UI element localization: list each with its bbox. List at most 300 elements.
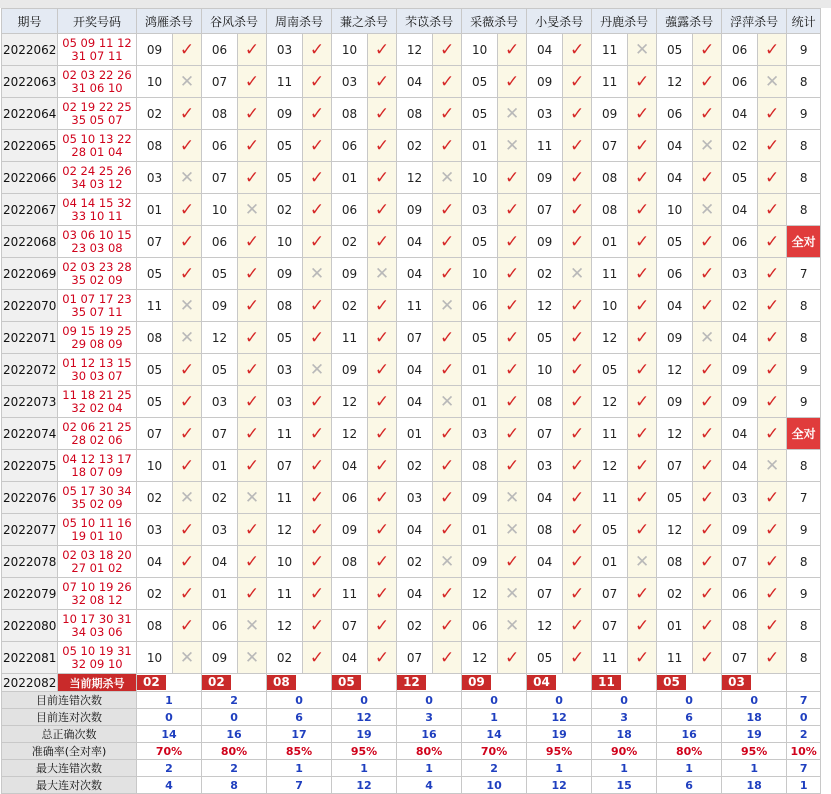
kill-number: 02 bbox=[137, 482, 173, 514]
hit-count: 9 bbox=[787, 386, 821, 418]
current-kill-cell bbox=[657, 674, 722, 692]
kill-number: 05 bbox=[462, 322, 498, 354]
kill-number: 11 bbox=[592, 418, 628, 450]
draw-line: 11 18 21 25 bbox=[62, 387, 132, 402]
check-icon: ✓ bbox=[173, 418, 202, 450]
kill-number: 07 bbox=[527, 578, 563, 610]
current-kill-number: 08 bbox=[267, 675, 296, 690]
kill-number: 03 bbox=[267, 386, 303, 418]
stats-value: 1 bbox=[137, 692, 202, 709]
draw-line: 35 05 07 bbox=[71, 112, 123, 127]
stats-value: 16 bbox=[202, 726, 267, 743]
issue-number: 2022068 bbox=[2, 226, 58, 258]
hit-count: 8 bbox=[787, 546, 821, 578]
stats-value: 0 bbox=[527, 692, 592, 709]
issue-number: 2022080 bbox=[2, 610, 58, 642]
kill-number: 07 bbox=[592, 610, 628, 642]
draw-numbers bbox=[58, 514, 137, 546]
stats-value: 0 bbox=[722, 692, 787, 709]
draw-line: 31 06 10 bbox=[71, 80, 123, 95]
kill-number: 08 bbox=[332, 546, 368, 578]
kill-number: 10 bbox=[592, 290, 628, 322]
check-icon: ✓ bbox=[303, 322, 332, 354]
kill-number: 10 bbox=[332, 34, 368, 66]
stats-value: 14 bbox=[137, 726, 202, 743]
stats-label: 目前连对次数 bbox=[2, 709, 137, 726]
stats-value: 95% bbox=[527, 743, 592, 760]
cross-icon: ✕ bbox=[173, 642, 202, 674]
current-kill-label: 当前期杀号 bbox=[58, 674, 137, 692]
column-header: 芣苡杀号 bbox=[397, 9, 462, 34]
check-icon: ✓ bbox=[238, 578, 267, 610]
current-kill-cell bbox=[137, 674, 202, 692]
check-icon: ✓ bbox=[758, 610, 787, 642]
draw-line: 35 07 11 bbox=[71, 304, 123, 319]
table-row bbox=[2, 34, 821, 66]
check-icon: ✓ bbox=[238, 98, 267, 130]
hit-count: 8 bbox=[787, 290, 821, 322]
stats-value: 19 bbox=[722, 726, 787, 743]
draw-line: 18 07 09 bbox=[71, 464, 123, 479]
check-icon: ✓ bbox=[303, 130, 332, 162]
stats-value: 1 bbox=[657, 760, 722, 777]
check-icon: ✓ bbox=[433, 610, 462, 642]
kill-number: 04 bbox=[722, 98, 758, 130]
kill-number: 05 bbox=[267, 130, 303, 162]
check-icon: ✓ bbox=[498, 322, 527, 354]
hit-count: 9 bbox=[787, 514, 821, 546]
check-icon: ✓ bbox=[173, 546, 202, 578]
check-icon: ✓ bbox=[758, 226, 787, 258]
kill-number: 09 bbox=[527, 226, 563, 258]
check-icon: ✓ bbox=[563, 642, 592, 674]
kill-number: 03 bbox=[527, 450, 563, 482]
kill-number: 10 bbox=[202, 194, 238, 226]
stats-value: 19 bbox=[332, 726, 397, 743]
check-icon: ✓ bbox=[693, 34, 722, 66]
check-icon: ✓ bbox=[173, 610, 202, 642]
check-icon: ✓ bbox=[628, 290, 657, 322]
kill-number: 10 bbox=[137, 642, 173, 674]
check-icon: ✓ bbox=[238, 354, 267, 386]
check-icon: ✓ bbox=[628, 130, 657, 162]
stats-value: 12 bbox=[527, 777, 592, 794]
check-icon: ✓ bbox=[498, 290, 527, 322]
draw-line: 02 06 21 25 bbox=[62, 419, 132, 434]
table-row bbox=[2, 162, 821, 194]
kill-number: 10 bbox=[267, 546, 303, 578]
stats-value: 85% bbox=[267, 743, 332, 760]
cross-icon: ✕ bbox=[368, 258, 397, 290]
kill-number: 09 bbox=[462, 482, 498, 514]
table-row bbox=[2, 386, 821, 418]
current-kill-number: 11 bbox=[592, 675, 621, 690]
check-icon: ✓ bbox=[173, 98, 202, 130]
kill-number: 05 bbox=[267, 322, 303, 354]
check-icon: ✓ bbox=[433, 514, 462, 546]
kill-number: 10 bbox=[462, 258, 498, 290]
draw-numbers bbox=[58, 162, 137, 194]
kill-number: 11 bbox=[267, 418, 303, 450]
check-icon: ✓ bbox=[758, 482, 787, 514]
kill-number: 07 bbox=[137, 418, 173, 450]
kill-number: 05 bbox=[462, 226, 498, 258]
issue-number: 2022064 bbox=[2, 98, 58, 130]
check-icon: ✓ bbox=[433, 66, 462, 98]
kill-number: 08 bbox=[527, 386, 563, 418]
kill-number: 08 bbox=[527, 514, 563, 546]
current-kill-cell bbox=[397, 674, 462, 692]
stats-value: 0 bbox=[592, 692, 657, 709]
kill-number: 09 bbox=[592, 98, 628, 130]
kill-number: 03 bbox=[462, 194, 498, 226]
cross-icon: ✕ bbox=[628, 34, 657, 66]
check-icon: ✓ bbox=[498, 34, 527, 66]
check-icon: ✓ bbox=[498, 418, 527, 450]
top-strip bbox=[0, 0, 831, 8]
table-row bbox=[2, 130, 821, 162]
check-icon: ✓ bbox=[173, 258, 202, 290]
check-icon: ✓ bbox=[368, 322, 397, 354]
draw-line: 34 03 06 bbox=[71, 624, 123, 639]
check-icon: ✓ bbox=[303, 450, 332, 482]
check-icon: ✓ bbox=[563, 418, 592, 450]
cross-icon: ✕ bbox=[758, 66, 787, 98]
table-row bbox=[2, 418, 821, 450]
kill-number: 04 bbox=[722, 418, 758, 450]
kill-number: 12 bbox=[397, 34, 433, 66]
hit-count: 7 bbox=[787, 258, 821, 290]
cross-icon: ✕ bbox=[433, 162, 462, 194]
kill-number: 03 bbox=[137, 514, 173, 546]
kill-number: 07 bbox=[202, 162, 238, 194]
check-icon: ✓ bbox=[693, 610, 722, 642]
draw-numbers bbox=[58, 482, 137, 514]
check-icon: ✓ bbox=[238, 386, 267, 418]
check-icon: ✓ bbox=[173, 226, 202, 258]
draw-numbers bbox=[58, 610, 137, 642]
stats-value: 0 bbox=[787, 709, 821, 726]
check-icon: ✓ bbox=[563, 514, 592, 546]
draw-line: 31 07 11 bbox=[71, 48, 123, 63]
column-header: 谷风杀号 bbox=[202, 9, 267, 34]
kill-number: 04 bbox=[722, 322, 758, 354]
kill-number: 09 bbox=[202, 290, 238, 322]
check-icon: ✓ bbox=[693, 258, 722, 290]
cross-icon: ✕ bbox=[563, 258, 592, 290]
cross-icon: ✕ bbox=[433, 290, 462, 322]
draw-numbers bbox=[58, 226, 137, 258]
check-icon: ✓ bbox=[758, 354, 787, 386]
check-icon: ✓ bbox=[173, 354, 202, 386]
current-kill-number: 04 bbox=[527, 675, 556, 690]
check-icon: ✓ bbox=[628, 354, 657, 386]
kill-number: 05 bbox=[657, 482, 693, 514]
kill-number: 09 bbox=[722, 386, 758, 418]
cross-icon: ✕ bbox=[303, 258, 332, 290]
stats-row bbox=[2, 709, 821, 726]
kill-number: 11 bbox=[592, 258, 628, 290]
check-icon: ✓ bbox=[758, 546, 787, 578]
stats-label: 最大连错次数 bbox=[2, 760, 137, 777]
kill-number: 01 bbox=[137, 194, 173, 226]
stats-value: 10 bbox=[462, 777, 527, 794]
kill-number: 06 bbox=[722, 34, 758, 66]
check-icon: ✓ bbox=[238, 258, 267, 290]
check-icon: ✓ bbox=[758, 162, 787, 194]
current-issue-number: 2022082 bbox=[3, 675, 57, 690]
kill-number: 02 bbox=[397, 610, 433, 642]
kill-number: 05 bbox=[137, 386, 173, 418]
kill-number: 11 bbox=[592, 66, 628, 98]
table-row bbox=[2, 98, 821, 130]
draw-line: 32 08 12 bbox=[71, 592, 123, 607]
kill-number: 01 bbox=[592, 546, 628, 578]
kill-number: 12 bbox=[332, 386, 368, 418]
kill-number: 10 bbox=[267, 226, 303, 258]
kill-number: 03 bbox=[267, 34, 303, 66]
check-icon: ✓ bbox=[238, 66, 267, 98]
cross-icon: ✕ bbox=[433, 546, 462, 578]
check-icon: ✓ bbox=[563, 66, 592, 98]
issue-number: 2022081 bbox=[2, 642, 58, 674]
kill-number: 11 bbox=[332, 322, 368, 354]
table-row bbox=[2, 322, 821, 354]
kill-number: 09 bbox=[527, 66, 563, 98]
kill-number: 12 bbox=[657, 66, 693, 98]
table-row bbox=[2, 194, 821, 226]
kill-number: 07 bbox=[397, 322, 433, 354]
kill-number: 04 bbox=[657, 290, 693, 322]
check-icon: ✓ bbox=[758, 578, 787, 610]
kill-number: 07 bbox=[527, 194, 563, 226]
current-kill-number: 09 bbox=[462, 675, 491, 690]
check-icon: ✓ bbox=[368, 162, 397, 194]
table-row bbox=[2, 514, 821, 546]
kill-number: 08 bbox=[267, 290, 303, 322]
kill-number: 02 bbox=[332, 226, 368, 258]
draw-numbers bbox=[58, 546, 137, 578]
kill-number: 02 bbox=[267, 194, 303, 226]
current-kill-number: 12 bbox=[397, 675, 426, 690]
column-header: 丹鹿杀号 bbox=[592, 9, 657, 34]
check-icon: ✓ bbox=[238, 546, 267, 578]
draw-numbers bbox=[58, 130, 137, 162]
kill-number: 03 bbox=[462, 418, 498, 450]
check-icon: ✓ bbox=[433, 482, 462, 514]
kill-number: 04 bbox=[397, 66, 433, 98]
kill-number: 04 bbox=[527, 482, 563, 514]
kill-number: 02 bbox=[722, 290, 758, 322]
stats-value: 1 bbox=[592, 760, 657, 777]
table-row bbox=[2, 290, 821, 322]
current-kill-number: 03 bbox=[722, 675, 751, 690]
check-icon: ✓ bbox=[758, 514, 787, 546]
table-row bbox=[2, 610, 821, 642]
check-icon: ✓ bbox=[693, 354, 722, 386]
kill-number: 07 bbox=[657, 450, 693, 482]
check-icon: ✓ bbox=[563, 386, 592, 418]
kill-number: 09 bbox=[657, 386, 693, 418]
issue-number: 2022076 bbox=[2, 482, 58, 514]
kill-number: 09 bbox=[202, 642, 238, 674]
check-icon: ✓ bbox=[173, 514, 202, 546]
check-icon: ✓ bbox=[173, 130, 202, 162]
check-icon: ✓ bbox=[758, 98, 787, 130]
kill-number: 03 bbox=[722, 482, 758, 514]
check-icon: ✓ bbox=[303, 98, 332, 130]
draw-line: 01 07 17 23 bbox=[62, 291, 132, 306]
stats-value: 18 bbox=[722, 709, 787, 726]
column-header: 期号 bbox=[2, 9, 58, 34]
draw-line: 32 09 10 bbox=[71, 656, 123, 671]
kill-number: 09 bbox=[722, 514, 758, 546]
draw-line: 02 24 25 26 bbox=[62, 163, 132, 178]
check-icon: ✓ bbox=[628, 66, 657, 98]
kill-number: 06 bbox=[332, 130, 368, 162]
table-row bbox=[2, 578, 821, 610]
check-icon: ✓ bbox=[238, 290, 267, 322]
kill-number-table bbox=[1, 8, 821, 794]
check-icon: ✓ bbox=[628, 642, 657, 674]
hit-count: 8 bbox=[787, 130, 821, 162]
kill-number: 08 bbox=[202, 98, 238, 130]
check-icon: ✓ bbox=[758, 386, 787, 418]
check-icon: ✓ bbox=[238, 514, 267, 546]
check-icon: ✓ bbox=[693, 162, 722, 194]
draw-line: 02 03 22 26 bbox=[62, 67, 132, 82]
issue-number: 2022079 bbox=[2, 578, 58, 610]
kill-number: 10 bbox=[137, 450, 173, 482]
check-icon: ✓ bbox=[433, 354, 462, 386]
stats-value: 2 bbox=[137, 760, 202, 777]
table-row bbox=[2, 482, 821, 514]
column-header: 鸿雁杀号 bbox=[137, 9, 202, 34]
kill-number: 11 bbox=[267, 578, 303, 610]
hit-count: 7 bbox=[787, 482, 821, 514]
header-row bbox=[2, 9, 821, 34]
kill-number: 12 bbox=[267, 610, 303, 642]
check-icon: ✓ bbox=[628, 226, 657, 258]
stats-value: 70% bbox=[137, 743, 202, 760]
kill-number: 05 bbox=[527, 322, 563, 354]
draw-line: 35 02 09 bbox=[71, 272, 123, 287]
cross-icon: ✕ bbox=[173, 482, 202, 514]
hit-count: 9 bbox=[787, 578, 821, 610]
check-icon: ✓ bbox=[368, 642, 397, 674]
kill-number: 08 bbox=[137, 322, 173, 354]
column-header: 小旻杀号 bbox=[527, 9, 592, 34]
kill-number: 04 bbox=[202, 546, 238, 578]
kill-number: 01 bbox=[332, 162, 368, 194]
stats-label: 准确率(全对率) bbox=[2, 743, 137, 760]
hit-count: 8 bbox=[787, 162, 821, 194]
draw-line: 07 10 19 26 bbox=[62, 579, 132, 594]
kill-number: 02 bbox=[397, 130, 433, 162]
check-icon: ✓ bbox=[173, 450, 202, 482]
check-icon: ✓ bbox=[368, 194, 397, 226]
check-icon: ✓ bbox=[238, 322, 267, 354]
stats-value: 80% bbox=[397, 743, 462, 760]
cross-icon: ✕ bbox=[498, 482, 527, 514]
cross-icon: ✕ bbox=[498, 610, 527, 642]
issue-number: 2022070 bbox=[2, 290, 58, 322]
draw-numbers bbox=[58, 258, 137, 290]
table-row bbox=[2, 66, 821, 98]
kill-number: 02 bbox=[397, 546, 433, 578]
cross-icon: ✕ bbox=[758, 450, 787, 482]
kill-number: 04 bbox=[397, 226, 433, 258]
check-icon: ✓ bbox=[303, 642, 332, 674]
check-icon: ✓ bbox=[303, 578, 332, 610]
kill-number: 12 bbox=[462, 642, 498, 674]
kill-number: 02 bbox=[527, 258, 563, 290]
issue-number: 2022073 bbox=[2, 386, 58, 418]
cross-icon: ✕ bbox=[173, 322, 202, 354]
kill-number: 01 bbox=[462, 514, 498, 546]
kill-number: 09 bbox=[332, 514, 368, 546]
issue-number: 2022062 bbox=[2, 34, 58, 66]
check-icon: ✓ bbox=[368, 514, 397, 546]
kill-number: 04 bbox=[657, 130, 693, 162]
kill-number: 09 bbox=[137, 34, 173, 66]
check-icon: ✓ bbox=[563, 130, 592, 162]
cross-icon: ✕ bbox=[173, 66, 202, 98]
kill-number: 11 bbox=[267, 482, 303, 514]
issue-number: 2022077 bbox=[2, 514, 58, 546]
hit-count: 9 bbox=[787, 34, 821, 66]
stats-value: 6 bbox=[657, 777, 722, 794]
hit-count: 全对 bbox=[787, 226, 821, 258]
check-icon: ✓ bbox=[368, 578, 397, 610]
stats-value: 0 bbox=[462, 692, 527, 709]
check-icon: ✓ bbox=[238, 162, 267, 194]
draw-line: 05 10 11 16 bbox=[62, 515, 132, 530]
check-icon: ✓ bbox=[628, 514, 657, 546]
check-icon: ✓ bbox=[628, 386, 657, 418]
kill-number: 05 bbox=[657, 34, 693, 66]
kill-number: 06 bbox=[722, 226, 758, 258]
check-icon: ✓ bbox=[303, 290, 332, 322]
kill-number: 05 bbox=[137, 258, 173, 290]
check-icon: ✓ bbox=[368, 130, 397, 162]
check-icon: ✓ bbox=[758, 194, 787, 226]
check-icon: ✓ bbox=[628, 482, 657, 514]
check-icon: ✓ bbox=[303, 194, 332, 226]
kill-number: 04 bbox=[527, 546, 563, 578]
stats-value: 4 bbox=[397, 777, 462, 794]
cross-icon: ✕ bbox=[628, 546, 657, 578]
kill-number: 12 bbox=[657, 418, 693, 450]
check-icon: ✓ bbox=[758, 418, 787, 450]
check-icon: ✓ bbox=[693, 450, 722, 482]
kill-number: 08 bbox=[462, 450, 498, 482]
check-icon: ✓ bbox=[563, 34, 592, 66]
stats-value: 80% bbox=[657, 743, 722, 760]
stats-value: 0 bbox=[267, 692, 332, 709]
kill-number: 05 bbox=[527, 642, 563, 674]
kill-number: 12 bbox=[462, 578, 498, 610]
table-row bbox=[2, 354, 821, 386]
check-icon: ✓ bbox=[628, 322, 657, 354]
kill-number: 08 bbox=[137, 610, 173, 642]
kill-number: 02 bbox=[202, 482, 238, 514]
check-icon: ✓ bbox=[498, 546, 527, 578]
check-icon: ✓ bbox=[563, 98, 592, 130]
check-icon: ✓ bbox=[238, 34, 267, 66]
kill-number: 12 bbox=[267, 514, 303, 546]
check-icon: ✓ bbox=[758, 34, 787, 66]
